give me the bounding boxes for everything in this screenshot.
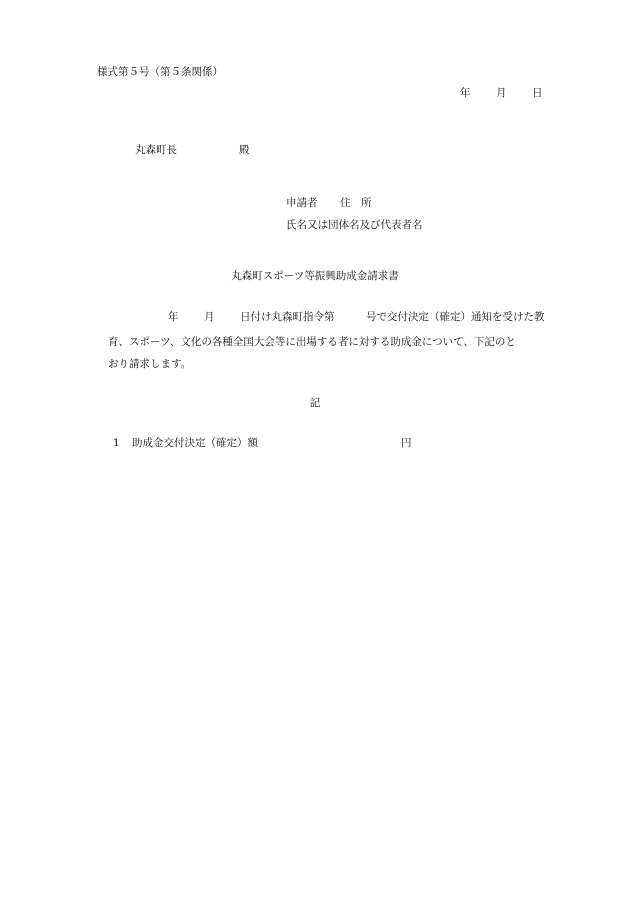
ki-heading: 記 — [309, 397, 321, 409]
date-month-label: 月 — [496, 87, 507, 99]
body-paragraph-line-3: おり請求します。 — [108, 358, 192, 370]
document-title: 丸森町スポーツ等振興助成金請求書 — [231, 270, 399, 282]
date-year-label: 年 — [460, 87, 471, 99]
item-unit: 円 — [401, 437, 412, 449]
body-year-label: 年 — [168, 311, 179, 323]
item-label: 助成金交付決定（確定）額 — [132, 437, 258, 449]
applicant-address-label: 住 所 — [340, 197, 372, 209]
body-month-label: 月 — [204, 311, 215, 323]
date-day-label: 日 — [532, 87, 543, 99]
body-notice-text: 号で交付決定（確定）通知を受けた教 — [366, 311, 545, 323]
applicant-label: 申請者 — [286, 197, 318, 209]
body-directive-text: 日付け丸森町指令第 — [240, 311, 335, 323]
body-paragraph-line-2: 育、スポーツ、文化の各種全国大会等に出場する者に対する助成金について、下記のと — [108, 336, 516, 348]
addressee-name: 丸森町長 — [135, 144, 177, 156]
addressee-honorific: 殿 — [239, 144, 250, 156]
item-number: 1 — [113, 437, 120, 449]
form-number: 様式第５号（第５条関係） — [97, 66, 223, 78]
applicant-name-label: 氏名又は団体名及び代表者名 — [286, 219, 423, 231]
